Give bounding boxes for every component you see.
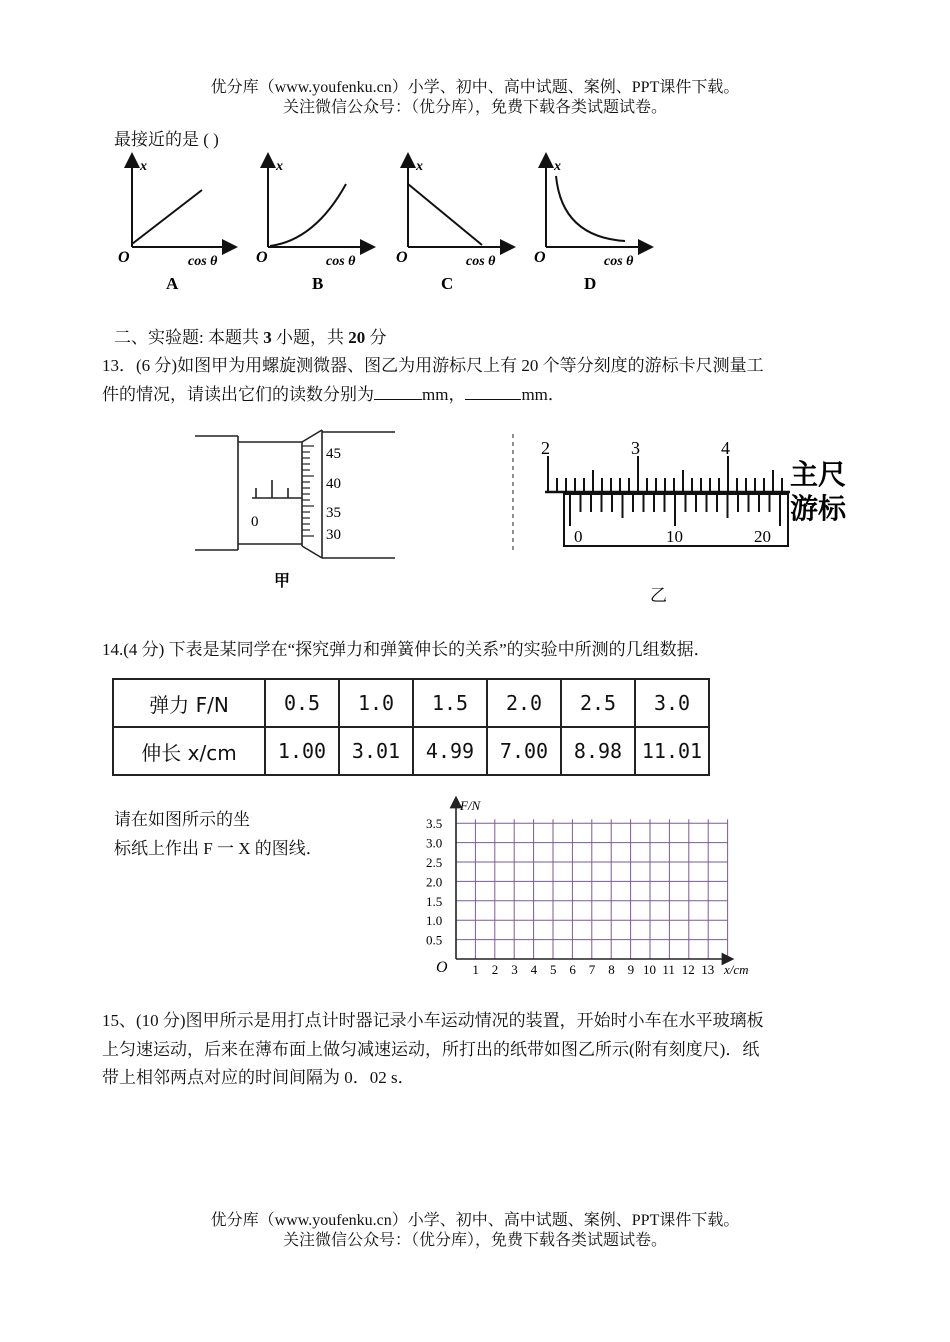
option-b-label: B xyxy=(312,274,324,293)
table-cell: 0.5 xyxy=(265,679,339,727)
grid-y-tick: 1.5 xyxy=(426,893,443,909)
table-cell: 7.00 xyxy=(487,727,561,775)
main-scale-label: 主尺 xyxy=(790,458,847,491)
grid-x-tick: 11 xyxy=(662,962,675,977)
graph-a-ylabel: x xyxy=(140,159,147,174)
table-header-extension: 伸长 x/cm xyxy=(113,727,265,775)
grid-x-tick: 8 xyxy=(608,962,615,977)
table-cell: 8.98 xyxy=(561,727,635,775)
grid-y-ticks xyxy=(426,816,442,947)
grid-x-tick: 9 xyxy=(627,962,635,977)
micrometer-tick-45: 45 xyxy=(326,446,341,462)
grid-y-tick: 3.5 xyxy=(426,816,443,832)
table-cell: 3.01 xyxy=(339,727,413,775)
grid-y-tick: 3.0 xyxy=(426,835,443,851)
q12-graphs xyxy=(110,152,670,297)
q13-line-1: 13．(6 分)如图甲为用螺旋测微器、图乙为用游标尺上有 20 个等分刻度的游标卡尺测量工 xyxy=(102,356,764,375)
q15-line-2: 上匀速运动，后来在薄布面上做匀减速运动，所打出的纸带如图乙所示(附有刻度尺)．纸 xyxy=(102,1040,760,1059)
table-cell: 1.0 xyxy=(339,679,413,727)
footer-line-2: 关注微信公众号：（优分库），免费下载各类试题试卷。 xyxy=(282,1232,667,1249)
vernier-scale-ticks xyxy=(570,494,780,526)
answer-blank-1[interactable] xyxy=(374,383,422,400)
vernier-0: 0 xyxy=(574,527,583,546)
graph-d xyxy=(534,159,646,293)
header-line-2: 关注微信公众号：（优分库），免费下载各类试题试卷。 xyxy=(282,99,667,116)
table-row xyxy=(113,679,709,727)
graph-c xyxy=(396,159,508,293)
grid-x-label: x/cm xyxy=(724,962,749,977)
grid-x-tick: 3 xyxy=(511,962,518,977)
table-cell: 1.5 xyxy=(413,679,487,727)
micrometer-zero: 0 xyxy=(251,514,259,530)
graph-b-xlabel: cos θ xyxy=(326,254,356,269)
graph-b-ylabel: x xyxy=(276,159,283,174)
grid-origin: O xyxy=(436,959,448,976)
grid-y-label: F/N xyxy=(460,798,481,813)
micrometer-caption: 甲 xyxy=(274,573,291,590)
table-cell: 3.0 xyxy=(635,679,709,727)
table-header-force: 弹力 F/N xyxy=(113,679,265,727)
grid-y-tick: 0.5 xyxy=(426,932,443,948)
spring-data-table xyxy=(112,678,710,776)
grid-x-tick: 13 xyxy=(701,962,715,977)
header-line-1: 优分库（www.youfenku.cn）小学、初中、高中试题、案例、PPT课件下载。 xyxy=(210,79,740,96)
table-cell: 2.0 xyxy=(487,679,561,727)
graph-d-ylabel: x xyxy=(554,159,561,174)
grid-y-tick: 2.5 xyxy=(426,855,443,870)
caliper-figure xyxy=(510,434,860,559)
answer-blank-2[interactable] xyxy=(465,383,521,400)
grid-x-tick: 12 xyxy=(681,962,695,977)
q14-prompt-line-2: 标纸上作出 F 一 X 的图线． xyxy=(114,839,323,858)
caliper-caption: 乙 xyxy=(650,586,667,605)
table-cell: 11.01 xyxy=(635,727,709,775)
table-cell: 4.99 xyxy=(413,727,487,775)
grid-x-tick: 4 xyxy=(530,962,538,977)
micrometer-figure xyxy=(190,428,400,598)
q15-line-1: 15、(10 分)图甲所示是用打点计时器记录小车运动情况的装置，开始时小车在水平玻璃板 xyxy=(102,1011,764,1030)
table-cell: 2.5 xyxy=(561,679,635,727)
micrometer-tick-35: 35 xyxy=(326,505,341,521)
micrometer-tick-30: 30 xyxy=(326,527,341,543)
graph-d-xlabel: cos θ xyxy=(604,254,634,269)
main-scale-ticks xyxy=(548,456,782,492)
vernier-10: 10 xyxy=(666,527,683,546)
grid-x-tick: 1 xyxy=(472,962,479,977)
vernier-label: 游标 xyxy=(790,492,847,525)
option-a-label: A xyxy=(166,274,179,293)
graph-b xyxy=(256,159,368,293)
table-cell: 1.00 xyxy=(265,727,339,775)
grid-y-tick: 1.0 xyxy=(426,913,443,929)
grid-x-tick: 7 xyxy=(588,962,596,977)
table-row xyxy=(113,727,709,775)
footer-line-1: 优分库（www.youfenku.cn）小学、初中、高中试题、案例、PPT课件下载。 xyxy=(210,1212,740,1229)
micrometer-tick-40: 40 xyxy=(326,476,341,492)
graph-c-origin: O xyxy=(396,249,408,266)
graph-c-ylabel: x xyxy=(416,159,423,174)
grid-x-tick: 6 xyxy=(569,962,576,977)
graph-d-origin: O xyxy=(534,249,546,266)
q14-intro: 14.(4 分) 下表是某同学在“探究弹力和弹簧伸长的关系”的实验中所测的几组数据． xyxy=(102,640,711,659)
vernier-20: 20 xyxy=(754,527,771,546)
main-scale-4: 4 xyxy=(721,438,730,458)
q12-tail: 最接近的是 ( ) xyxy=(114,130,219,149)
grid-x-tick: 2 xyxy=(491,962,499,977)
main-scale-2: 2 xyxy=(541,438,550,458)
grid-x-tick: 5 xyxy=(550,962,557,977)
graph-paper[interactable] xyxy=(418,794,763,984)
grid-lines xyxy=(456,819,728,959)
grid-x-tick: 10 xyxy=(643,962,656,977)
q14-prompt-line-1: 请在如图所示的坐 xyxy=(114,810,250,829)
q13-line-2: 件的情况，请读出它们的读数分别为 mm， mm． xyxy=(102,385,565,404)
option-d-label: D xyxy=(584,274,597,293)
graph-a xyxy=(118,159,230,293)
graph-a-origin: O xyxy=(118,249,130,266)
grid-x-ticks xyxy=(472,962,714,977)
section-2-heading: 二、实验题: 本题共 3 小题，共 20 分 xyxy=(114,328,387,347)
option-c-label: C xyxy=(441,274,454,293)
graph-c-xlabel: cos θ xyxy=(466,254,496,269)
main-scale-3: 3 xyxy=(631,438,640,458)
graph-b-origin: O xyxy=(256,249,268,266)
q15-line-3: 带上相邻两点对应的时间间隔为 0．02 s． xyxy=(102,1068,415,1087)
graph-a-xlabel: cos θ xyxy=(188,254,218,269)
grid-y-tick: 2.0 xyxy=(426,874,443,890)
